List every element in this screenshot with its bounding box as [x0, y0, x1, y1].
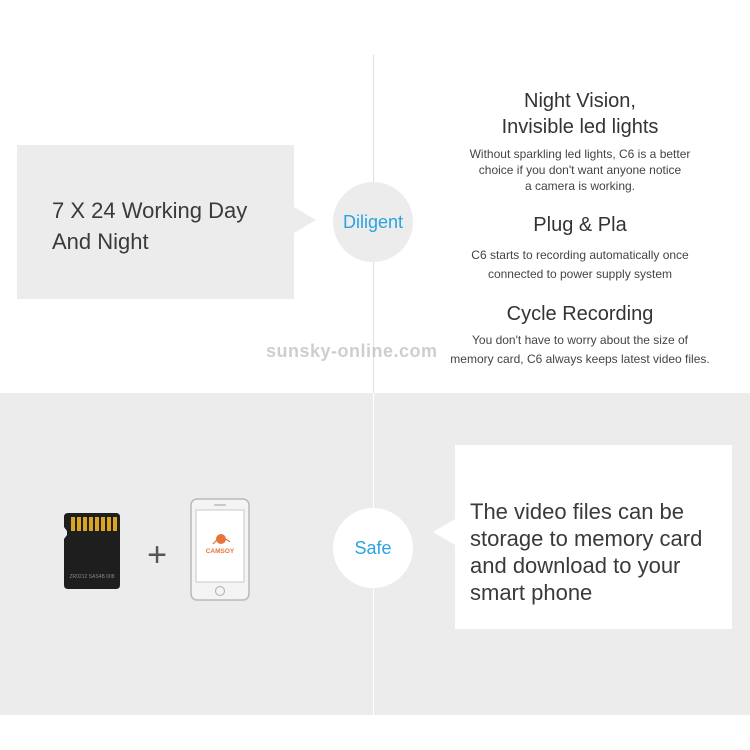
plug-play-desc-line-1: C6 starts to recording automatically once [471, 248, 689, 262]
smartphone-icon [190, 498, 250, 601]
cycle-recording-title [400, 301, 750, 327]
night-vision-desc [400, 146, 750, 194]
footer-strip [0, 715, 750, 750]
plug-play-title-line-1: Plug & Pla [533, 214, 627, 236]
storage-line-4: smart phone [470, 580, 593, 605]
night-vision-title-line-1: Night Vision, [524, 90, 636, 112]
safe-label: Safe [354, 537, 392, 558]
storage-line-3: and download to your [470, 553, 681, 578]
night-vision-title [400, 88, 750, 140]
storage-text [470, 498, 725, 606]
watermark: sunsky-online.com [266, 341, 438, 361]
workday-line-1: 7 X 24 Working Day [52, 198, 248, 223]
workday-line-2: And Night [52, 229, 149, 254]
storage-line-2: storage to memory card [470, 526, 703, 551]
card-label: ZR0212 SAS4B 008 [69, 574, 115, 580]
workday-text [52, 195, 292, 257]
cycle-recording-desc [400, 331, 750, 369]
night-vision-desc-line-3: a camera is working. [524, 179, 636, 193]
plug-play-desc [400, 246, 750, 284]
night-vision-desc-line-1: Without sparkling led lights, C6 is a better [469, 147, 691, 161]
cycle-recording-title-line-1: Cycle Recording [506, 303, 654, 325]
plug-play-title [400, 212, 750, 238]
diligent-label: Diligent [342, 211, 404, 232]
storage-line-1: The video files can be [470, 499, 685, 524]
cycle-recording-desc-line-2: memory card, C6 always keeps latest video files. [450, 352, 710, 366]
night-vision-title-line-2: Invisible led lights [501, 116, 659, 138]
cycle-recording-desc-line-1: You don't have to worry about the size of [472, 333, 688, 347]
night-vision-desc-line-2: choice if you don't want anyone notice [478, 163, 682, 177]
memory-card-icon [64, 513, 120, 589]
phone-brand: CAMSOY [205, 548, 235, 555]
safe-badge [333, 508, 413, 588]
plug-play-desc-line-2: connected to power supply system [487, 267, 673, 281]
plus-icon: + [147, 536, 167, 574]
callout-tail [433, 519, 455, 545]
callout-tail [294, 207, 316, 233]
